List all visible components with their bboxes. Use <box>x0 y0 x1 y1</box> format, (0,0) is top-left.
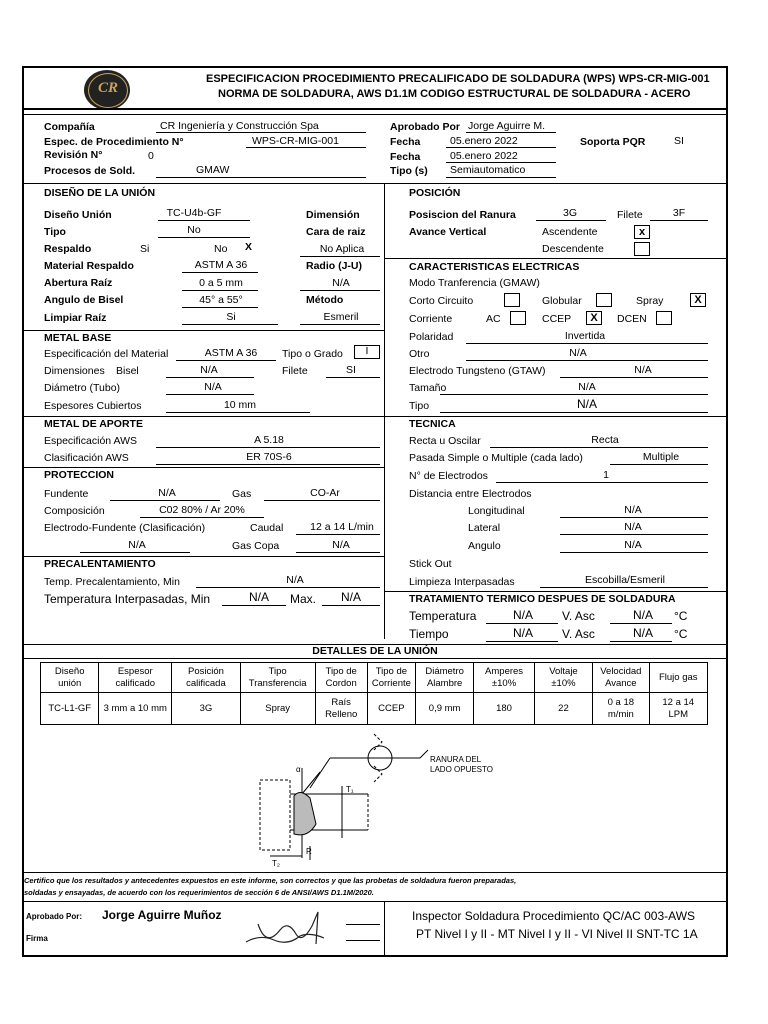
tec-pasada-label: Pasada Simple o Multiple (cada lado) <box>409 452 583 464</box>
mb-espesores-label: Espesores Cubiertos <box>44 400 142 412</box>
mb-espec-label: Especificación del Material <box>44 348 169 360</box>
detalles-title: DETALLES DE LA UNIÓN <box>312 645 438 657</box>
filete-value: 3F <box>672 207 686 219</box>
th-transferencia: Tipo Transferencia <box>240 663 315 693</box>
tec-stick-label: Stick Out <box>409 558 452 570</box>
tt-tiempo-value: N/A <box>512 626 533 640</box>
cara-value: No Aplica <box>319 243 365 255</box>
avance-label: Avance Vertical <box>409 226 487 238</box>
aprobado-value: Jorge Aguirre M. <box>468 120 546 132</box>
spray-label: Spray <box>636 295 664 307</box>
ascendente-checkbox[interactable]: x <box>634 225 650 239</box>
otro-label: Otro <box>409 348 430 360</box>
pr-electrodo-label: Electrodo-Fundente (Clasificación) <box>44 522 206 534</box>
ranura-label: Posiscion del Ranura <box>409 209 516 221</box>
precal-inter-max: N/A <box>340 590 361 604</box>
inspector-line2: PT Nivel I y II - MT Nivel I y II - VI Nivel II SNT-TC 1A <box>416 927 698 941</box>
td-cordon: Raís Relleno <box>315 693 367 725</box>
tec-electrodos-label: N° de Electrodos <box>409 470 488 482</box>
procesos-label: Procesos de Sold. <box>44 165 136 177</box>
tec-longitudinal-value: N/A <box>624 504 642 516</box>
ranura-value: 3G <box>562 207 577 219</box>
tipo-value: Semiautomatico <box>450 164 526 176</box>
tratamiento-title: TRATAMIENTO TERMICO DESPUES DE SOLDADURA <box>409 593 676 605</box>
diseno-union-value: TC-U4b-GF <box>166 207 222 219</box>
tt-temp-vasc: N/A <box>632 608 653 622</box>
revision-label: Revisión N° <box>44 149 103 161</box>
diseno-title: DISEÑO DE LA UNIÓN <box>44 187 156 199</box>
diagram-t2: T₂ <box>272 859 280 868</box>
td-voltaje: 22 <box>534 693 592 725</box>
tipo-union-value: No <box>187 224 201 236</box>
procesos-value: GMAW <box>196 164 230 176</box>
cert-line2: soldadas y ensayadas, de acuerdo con los requerimientos de sección 6 de ANSI/AWS D1.1M/2020. <box>24 888 374 897</box>
ap-espec-value: A 5.18 <box>254 434 284 446</box>
td-flujo: 12 a 14 LPM <box>649 693 708 725</box>
td-posicion: 3G <box>172 693 241 725</box>
mb-grado-value: I <box>365 345 369 357</box>
tec-lateral-label: Lateral <box>468 522 501 534</box>
th-amperes: Amperes ±10% <box>474 663 534 693</box>
ac-label: AC <box>486 313 501 325</box>
metal-base-title: METAL BASE <box>44 332 112 344</box>
cert-line1: Certifico que los resultados y antecedentes expuestos en este informe, son correctos y que las probetas de soldadura fueron preparadas, <box>24 876 517 885</box>
globular-label: Globular <box>542 295 582 307</box>
tt-tiempo-vasc: N/A <box>632 626 653 640</box>
tt-vasc-label: V. Asc <box>562 609 595 623</box>
compania-label: Compañía <box>44 121 95 133</box>
tec-angulo-value: N/A <box>624 539 642 551</box>
title-line1: ESPECIFICACION PROCEDIMIENTO PRECALIFICADO DE SOLDADURA (WPS) WPS-CR-MIG-001 <box>206 73 710 85</box>
dimension-label: Dimensión <box>306 209 360 221</box>
filete-label: Filete <box>617 209 643 221</box>
pr-gas-label: Gas <box>232 488 252 500</box>
tt-vasc-label-2: V. Asc <box>562 627 595 641</box>
diagram-label-2: LADO OPUESTO <box>430 765 493 774</box>
proteccion-title: PROTECCION <box>44 469 115 481</box>
mb-espesores-value: 10 mm <box>223 399 257 411</box>
tec-electrodos-value: 1 <box>603 469 609 481</box>
mb-bisel-label: Bisel <box>116 365 139 377</box>
respaldo-si: Si <box>140 243 150 255</box>
precal-title: PRECALENTAMIENTO <box>44 558 156 570</box>
abertura-value: 0 a 5 mm <box>199 277 243 289</box>
pr-caudal-value: 12 a 14 L/min <box>310 521 374 533</box>
th-cordon: Tipo de Cordon <box>315 663 367 693</box>
abertura-label: Abertura Raíz <box>44 277 113 289</box>
td-corriente: CCEP <box>367 693 415 725</box>
inspector-line1: Inspector Soldadura Procedimiento QC/AC 003-AWS <box>412 909 696 923</box>
pr-composicion-label: Composición <box>44 505 105 517</box>
angulo-label: Angulo de Bisel <box>44 294 124 306</box>
aprobado-label: Aprobado Por <box>390 121 460 133</box>
tec-recta-label: Recta u Oscilar <box>409 435 481 447</box>
soporta-value: SI <box>674 135 684 147</box>
td-espesor: 3 mm a 10 mm <box>99 693 172 725</box>
corriente-label: Corriente <box>409 313 453 325</box>
th-velocidad: Velocidad Avance <box>593 663 649 693</box>
material-label: Material Respaldo <box>44 260 134 272</box>
diagram-t1: T₁ <box>346 785 354 794</box>
limpiar-value: Si <box>226 311 236 323</box>
dcen-checkbox[interactable] <box>656 311 672 325</box>
metodo-value: Esmeril <box>323 311 359 323</box>
radio-label: Radio (J-U) <box>306 260 362 272</box>
ccep-checkbox[interactable]: X <box>586 311 602 325</box>
fecha2-value: 05.enero 2022 <box>450 150 518 162</box>
pr-gas-value: CO-Ar <box>310 487 340 499</box>
detalles-table <box>40 662 708 725</box>
tec-longitudinal-label: Longitudinal <box>468 505 525 517</box>
posicion-title: POSICIÓN <box>409 187 461 199</box>
td-transferencia: Spray <box>240 693 315 725</box>
electrodo-tungsteno-label: Electrodo Tungsteno (GTAW) <box>409 365 546 377</box>
mb-espec-value: ASTM A 36 <box>204 347 258 359</box>
tamano-label: Tamaño <box>409 382 447 394</box>
electrodo-tungsteno-value: N/A <box>634 364 652 376</box>
dcen-label: DCEN <box>617 313 647 325</box>
th-corriente: Tipo de Corriente <box>367 663 415 693</box>
cara-label: Cara de raiz <box>306 226 366 238</box>
espec-label: Espec. de Procedimiento N° <box>44 136 184 148</box>
tamano-value: N/A <box>578 381 596 393</box>
logo-text: CR <box>97 80 118 96</box>
precal-inter-min: N/A <box>248 590 269 604</box>
limpiar-label: Limpiar Raíz <box>44 312 107 324</box>
compania-value: CR Ingeniería y Construcción Spa <box>160 120 319 132</box>
tt-unit-2: °C <box>674 627 688 641</box>
radio-value: N/A <box>332 277 350 289</box>
th-flujo: Flujo gas <box>649 663 708 693</box>
precal-max-label: Max. <box>290 592 317 606</box>
tec-distancia-label: Distancia entre Electrodos <box>409 488 532 500</box>
pr-caudal-label: Caudal <box>250 522 284 534</box>
tec-limpieza-label: Limpieza Interpasadas <box>409 576 515 588</box>
ac-checkbox[interactable] <box>510 311 526 325</box>
title-line2: NORMA DE SOLDADURA, AWS D1.1M CODIGO ESTRUCTURAL DE SOLDADURA - ACERO <box>218 88 691 100</box>
tec-limpieza-value: Escobilla/Esmeril <box>585 574 665 586</box>
pr-fundente-label: Fundente <box>44 488 89 500</box>
pr-fundente-value: N/A <box>158 487 176 499</box>
aporte-title: METAL DE APORTE <box>44 418 143 430</box>
signature <box>240 904 340 952</box>
mb-filete-label: Filete <box>282 365 308 377</box>
metodo-label: Método <box>306 294 344 306</box>
pr-gascopa-label: Gas Copa <box>232 540 280 552</box>
footer-aprobado-label: Aprobado Por: <box>26 912 82 921</box>
material-value: ASTM A 36 <box>194 259 248 271</box>
tec-recta-value: Recta <box>591 434 619 446</box>
footer-firma-label: Firma <box>26 934 48 943</box>
tt-tiempo-label: Tiempo <box>409 627 449 641</box>
mb-grado-label: Tipo o Grado <box>282 348 343 360</box>
fecha1-label: Fecha <box>390 136 421 148</box>
mb-filete-value: SI <box>346 364 356 376</box>
respaldo-no: No <box>214 243 228 255</box>
fecha2-label: Fecha <box>390 151 421 163</box>
revision-value: 0 <box>148 150 154 162</box>
modo-label: Modo Tranferencia (GMAW) <box>409 277 540 289</box>
td-diseno: TC-L1-GF <box>41 693 99 725</box>
precal-temp-label: Temp. Precalentamiento, Min <box>44 576 180 588</box>
tec-lateral-value: N/A <box>624 521 642 533</box>
joint-diagram <box>250 728 493 870</box>
diagram-label-1: RANURA DEL <box>430 755 482 764</box>
td-amperes: 180 <box>474 693 534 725</box>
fecha1-value: 05.enero 2022 <box>450 135 518 147</box>
th-diametro: Diámetro Alambre <box>415 663 473 693</box>
corto-label: Corto Circuito <box>409 295 474 307</box>
th-espesor: Espesor calificado <box>99 663 172 693</box>
td-diametro: 0,9 mm <box>415 693 473 725</box>
pr-composicion-value: C02 80% / Ar 20% <box>159 504 245 516</box>
respaldo-label: Respaldo <box>44 243 92 255</box>
ap-clasif-label: Clasificación AWS <box>44 452 129 464</box>
diagram-alpha: α <box>296 765 301 774</box>
ascendente-label: Ascendente <box>542 226 598 238</box>
ap-clasif-value: ER 70S-6 <box>246 451 292 463</box>
tec-pasada-value: Multiple <box>642 451 680 463</box>
descendente-label: Descendente <box>542 243 604 255</box>
pr-gascopa-value: N/A <box>332 539 350 551</box>
otro-value: N/A <box>569 347 587 359</box>
tt-temp-value: N/A <box>512 608 533 622</box>
corto-checkbox[interactable] <box>504 293 520 307</box>
electricas-title: CARACTERISTICAS ELECTRICAS <box>409 261 580 273</box>
descendente-checkbox[interactable] <box>634 242 650 256</box>
tecnica-title: TECNICA <box>409 418 456 430</box>
espec-value: WPS-CR-MIG-001 <box>252 135 339 147</box>
th-voltaje: Voltaje ±10% <box>534 663 592 693</box>
tt-unit-1: °C <box>674 609 688 623</box>
th-diseno: Diseño unión <box>41 663 99 693</box>
th-posicion: Posición calificada <box>172 663 241 693</box>
mb-diametro-label: Diámetro (Tubo) <box>44 382 121 394</box>
precal-inter-label: Temperatura Interpasadas, Min <box>44 592 211 606</box>
td-velocidad: 0 a 18 m/min <box>593 693 649 725</box>
ap-espec-label: Especificación AWS <box>44 435 137 447</box>
respaldo-x: X <box>245 241 253 253</box>
polaridad-label: Polaridad <box>409 331 454 343</box>
polaridad-value: Invertida <box>564 330 606 342</box>
footer-aprobado-name: Jorge Aguirre Muñoz <box>102 908 222 922</box>
tipo-label: Tipo (s) <box>390 165 428 177</box>
spray-checkbox[interactable]: X <box>690 293 706 307</box>
pr-ef-value: N/A <box>128 539 146 551</box>
diseno-union-label: Diseño Unión <box>44 209 112 221</box>
mb-diametro-value: N/A <box>204 381 222 393</box>
precal-temp-value: N/A <box>286 574 304 586</box>
tipo-electrodo-label: Tipo <box>409 400 430 412</box>
mb-dim-label: Dimensiones <box>44 365 105 377</box>
tec-angulo-label: Angulo <box>468 540 501 552</box>
ccep-label: CCEP <box>542 313 572 325</box>
diagram-r: R <box>306 847 312 856</box>
tipo-electrodo-value: N/A <box>576 397 597 411</box>
globular-checkbox[interactable] <box>596 293 612 307</box>
mb-bisel-value: N/A <box>200 364 218 376</box>
tipo-union-label: Tipo <box>44 226 66 238</box>
soporta-label: Soporta PQR <box>580 136 646 148</box>
angulo-value: 45° a 55° <box>199 294 243 306</box>
tt-temp-label: Temperatura <box>409 609 477 623</box>
